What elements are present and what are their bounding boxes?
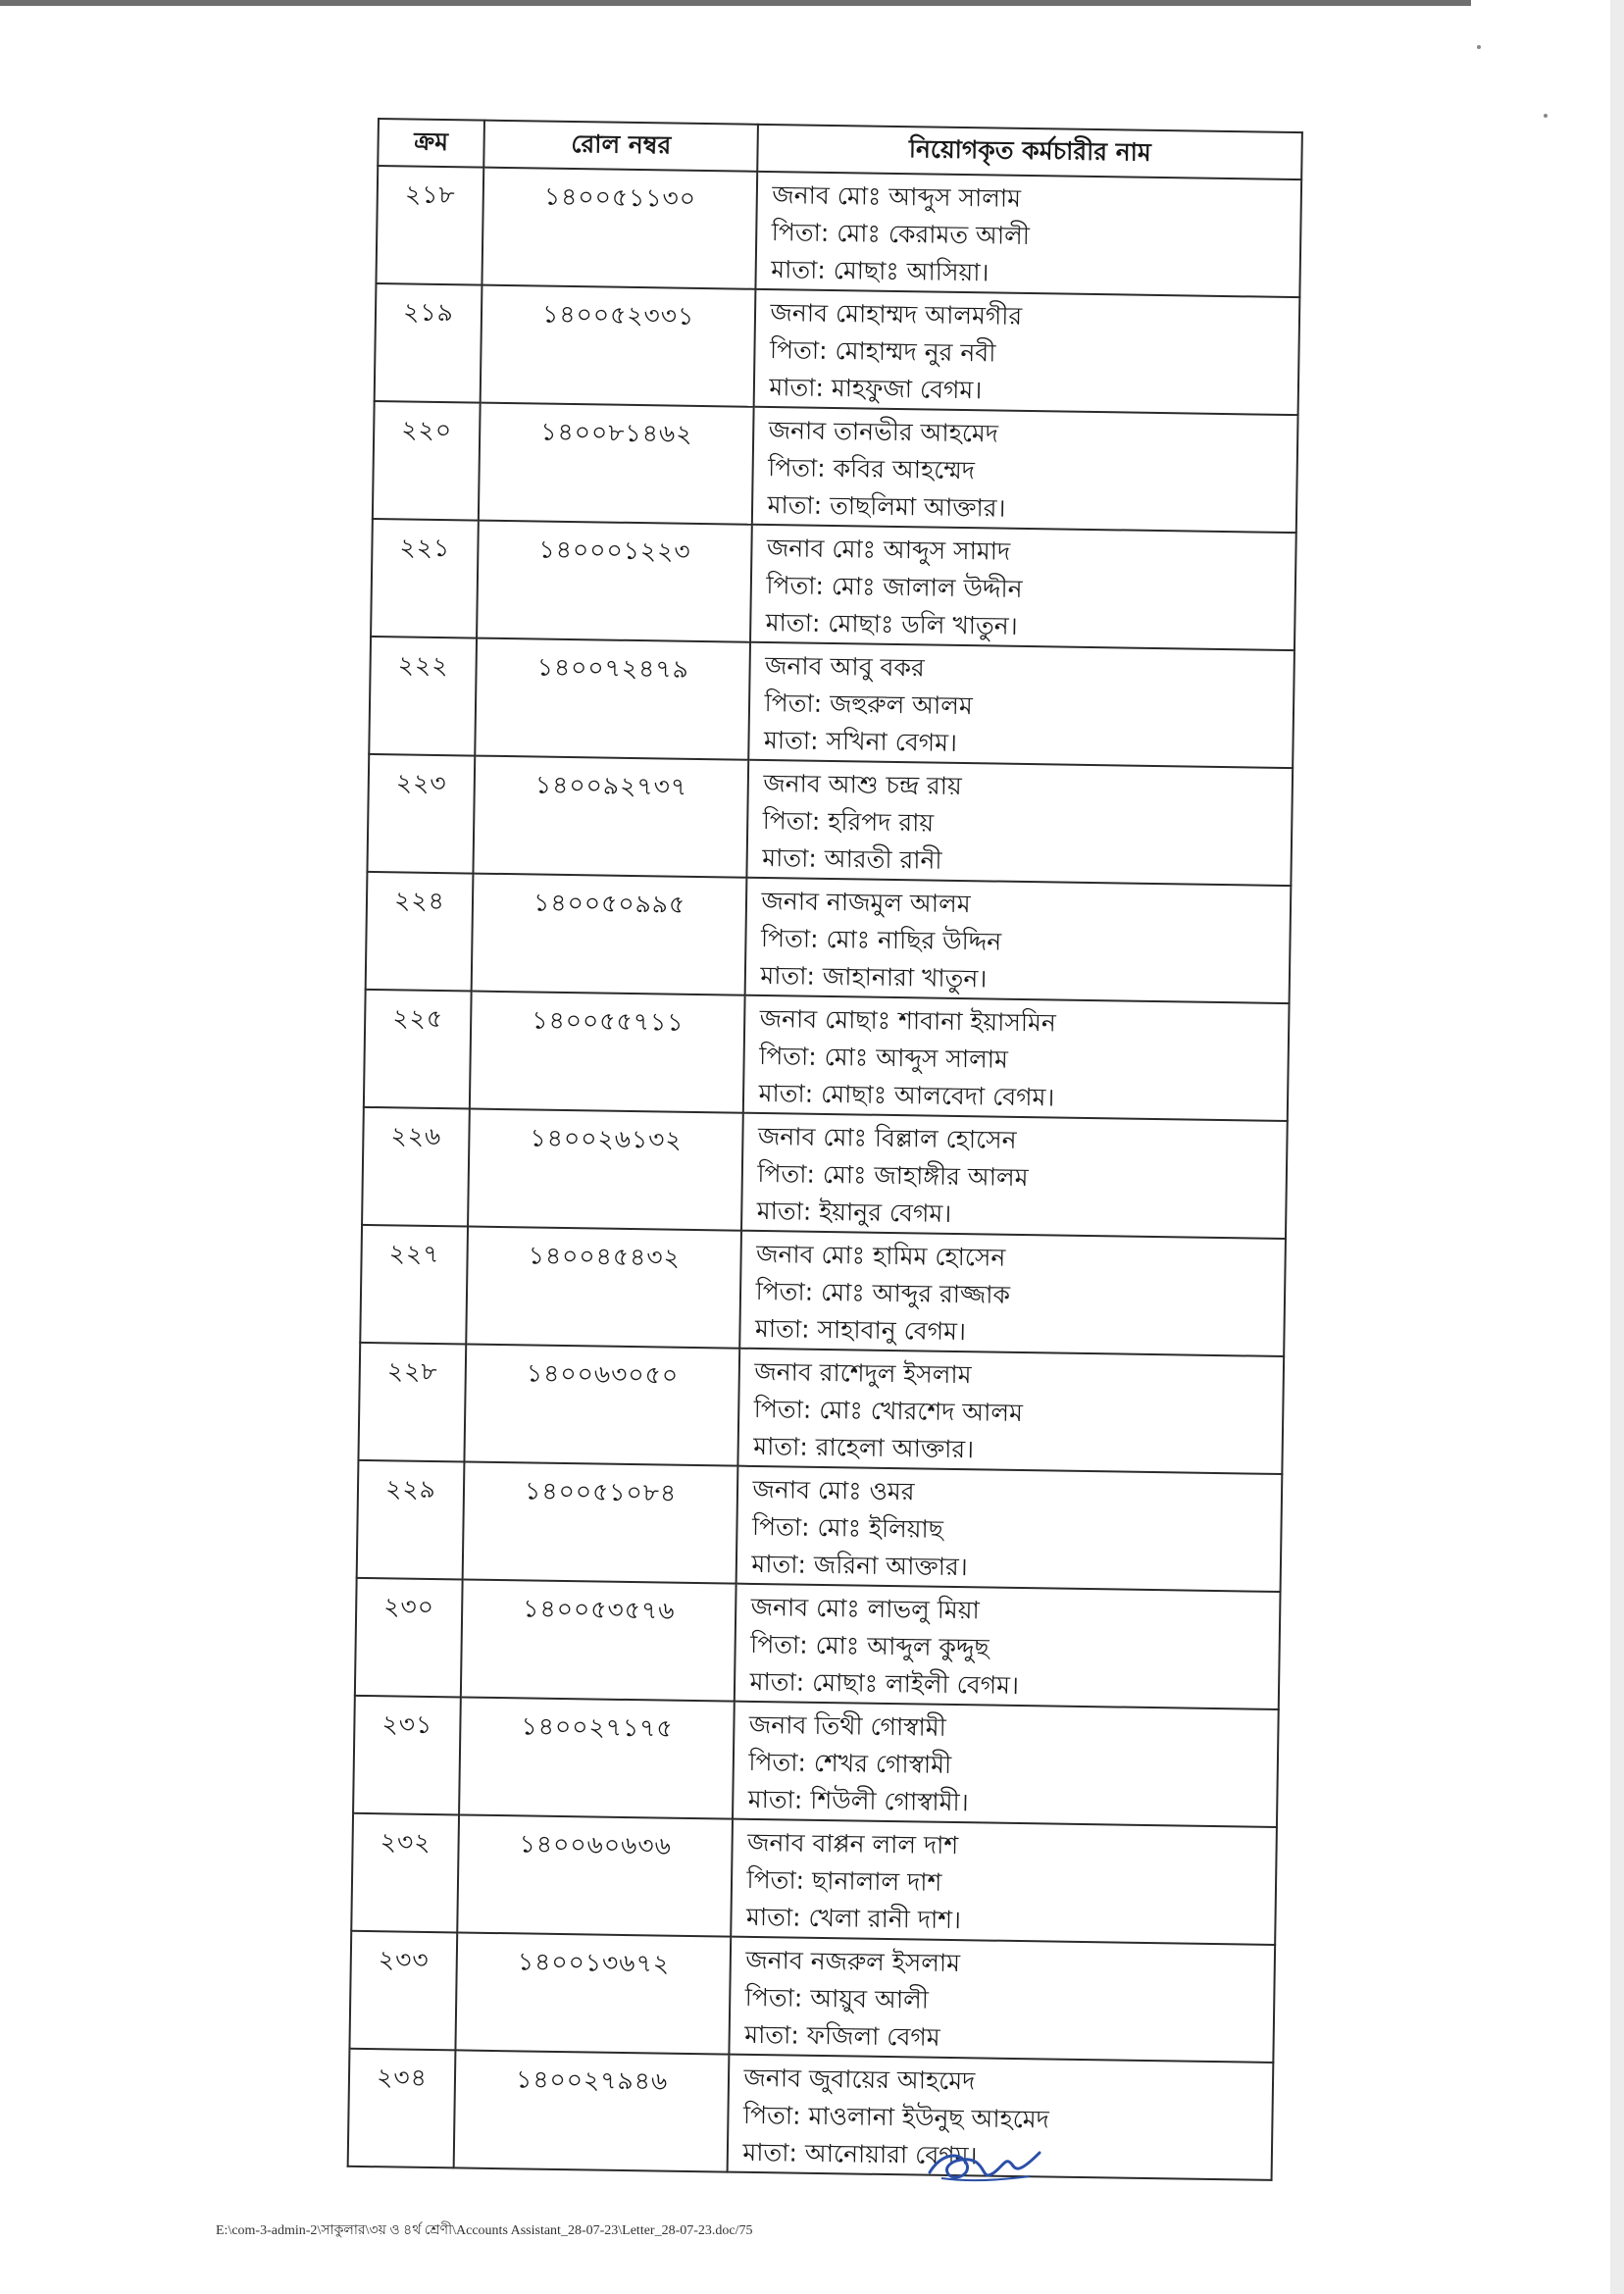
- employee-name: জনাব জুবায়ের আহমেদ: [743, 2063, 976, 2096]
- serial-cell: [353, 1696, 461, 1815]
- serial-cell: [348, 2049, 456, 2168]
- serial-number: ২৩৩: [378, 1945, 430, 1975]
- table-row: [371, 519, 1296, 650]
- roll-number: ১৪০০৬৩০৫০: [526, 1358, 680, 1390]
- serial-number: ২২৬: [390, 1121, 442, 1151]
- employee-name: জনাব তিথী গোস্বামী: [748, 1709, 947, 1742]
- serial-number: ২৩৪: [376, 2063, 429, 2092]
- table-row: [355, 1578, 1281, 1709]
- mother-name: মাতা: শিউলী গোস্বামী।: [747, 1784, 969, 1817]
- table-body: [348, 166, 1302, 2180]
- table-row: [358, 1343, 1284, 1474]
- father-name: পিতা: মোঃ খোরশেদ আলম: [753, 1394, 1024, 1428]
- serial-cell: [376, 166, 483, 285]
- header-serial: ক্রম: [378, 119, 484, 168]
- roll-number: ১৪০০২৬১৩২: [530, 1123, 683, 1154]
- name-cell: [738, 1349, 1284, 1474]
- father-name: পিতা: মোঃ জালাল উদ্দীন: [766, 571, 1023, 603]
- father-name: পিতা: শেখর গোস্বামী: [748, 1747, 952, 1779]
- table-row: [376, 166, 1301, 297]
- serial-number: ২৩০: [383, 1592, 435, 1622]
- serial-cell: [351, 1813, 459, 1933]
- roll-cell: [479, 403, 754, 525]
- name-cell: [752, 407, 1297, 533]
- father-name: পিতা: মোহাম্মদ নুর নবী: [769, 335, 996, 368]
- name-cell: [745, 878, 1291, 1003]
- roll-cell: [455, 1932, 731, 2054]
- roll-number: ১৪০০৫০৯৯৫: [533, 888, 686, 919]
- name-cell: [747, 760, 1293, 886]
- employee-table: [347, 118, 1303, 2181]
- serial-number: ২১৮: [404, 179, 456, 210]
- roll-cell: [454, 2050, 730, 2171]
- mother-name: মাতা: মাহফুজা বেগম।: [769, 373, 983, 405]
- table-row: [348, 2049, 1274, 2180]
- roll-number: ১৪০০৯২৭৩৭: [534, 770, 688, 801]
- father-name: পিতা: মোঃ কেরামত আলী: [771, 218, 1031, 250]
- roll-number: ১৪০০১৩৬৭২: [517, 1947, 671, 1978]
- employee-name: জনাব নাজমুল আলম: [761, 886, 971, 919]
- name-cell: [736, 1466, 1282, 1592]
- mother-name: মাতা: মোছাঃ লাইলী বেগম।: [749, 1666, 1020, 1700]
- employee-name: জনাব রাশেদুল ইসলাম: [754, 1356, 972, 1390]
- serial-number: ২১৯: [402, 297, 455, 328]
- serial-number: ২২৪: [393, 886, 446, 916]
- table-row: [349, 1931, 1275, 2063]
- serial-number: ২২২: [397, 650, 449, 681]
- roll-number: ১৪০০৪৫৪৩২: [528, 1241, 682, 1272]
- table-row: [369, 637, 1294, 768]
- serial-cell: [357, 1460, 465, 1580]
- serial-number: ২৩১: [381, 1709, 433, 1740]
- mother-name: মাতা: জাহানারা খাতুন।: [760, 960, 988, 994]
- employee-name: জনাব মোঃ বিল্লাল হোসেন: [757, 1121, 1017, 1154]
- employee-name: জনাব বাপ্পন লাল দাশ: [746, 1827, 959, 1861]
- roll-cell: [463, 1461, 738, 1583]
- father-name: পিতা: মোঃ নাছির উদ্দিন: [760, 923, 1002, 956]
- father-name: পিতা: ছানালাল দাশ: [746, 1864, 942, 1897]
- roll-number: ১৪০০৫১১৩০: [543, 181, 697, 213]
- father-name: পিতা: মোঃ আব্দুল কুদ্দুছ: [749, 1629, 990, 1662]
- serial-number: ২২৩: [395, 768, 447, 798]
- roll-number: ১৪০০৮১৪৬২: [540, 417, 693, 448]
- employee-name: জনাব মোঃ লাভলু মিয়া: [750, 1592, 980, 1625]
- employee-name: জনাব মোঃ আব্দুস সালাম: [772, 180, 1022, 213]
- mother-name: মাতা: জরিনা আক্তার।: [751, 1549, 968, 1582]
- roll-cell: [461, 1579, 736, 1701]
- father-name: পিতা: মোঃ আব্দুস সালাম: [758, 1041, 1009, 1074]
- table-row: [353, 1696, 1279, 1827]
- mother-name: মাতা: রাহেলা আক্তার।: [752, 1431, 975, 1464]
- mother-name: মাতা: খেলা রানী দাশ।: [745, 1902, 962, 1935]
- header-name: নিয়োগকৃত কর্মচারীর নাম: [758, 125, 1302, 179]
- roll-cell: [468, 1109, 743, 1231]
- father-name: পিতা: মোঃ জাহাঙ্গীর আলম: [757, 1158, 1029, 1193]
- mother-name: মাতা: মোছাঃ আলবেদা বেগম।: [758, 1078, 1055, 1112]
- name-cell: [735, 1584, 1280, 1709]
- table-row: [357, 1460, 1283, 1592]
- name-cell: [743, 995, 1289, 1121]
- employee-name: জনাব তানভীর আহমেদ: [768, 416, 999, 448]
- roll-cell: [466, 1227, 741, 1349]
- mother-name: মাতা: মোছাঃ আসিয়া।: [770, 255, 990, 287]
- table-row: [362, 1107, 1288, 1239]
- mother-name: মাতা: সাহাবানু বেগম।: [754, 1313, 967, 1347]
- father-name: পিতা: জহুরুল আলম: [764, 688, 974, 721]
- mother-name: মাতা: আরতী রানী: [761, 842, 942, 875]
- serial-cell: [360, 1225, 468, 1345]
- mother-name: মাতা: তাছলিমা আক্তার।: [767, 490, 1006, 523]
- roll-cell: [473, 756, 748, 878]
- table-row: [366, 872, 1292, 1003]
- signature-mark: [922, 2143, 1049, 2188]
- name-cell: [732, 1819, 1277, 1945]
- roll-cell: [459, 1697, 735, 1818]
- father-name: পিতা: মোঃ আব্দুর রাজ্জাক: [755, 1276, 1011, 1309]
- roll-cell: [475, 638, 750, 760]
- employee-name: জনাব মোছাঃ শাবানা ইয়াসমিন: [759, 1003, 1057, 1038]
- name-cell: [751, 525, 1296, 650]
- roll-number: ১৪০০৫১০৮৪: [524, 1476, 678, 1507]
- scan-right-edge: [1610, 0, 1624, 2294]
- employee-name: জনাব আবু বকর: [764, 650, 925, 683]
- footer-file-path: E:\com-3-admin-2\সাকুলার\৩য় ও ৪র্থ শ্রেণী\Accounts Assistant_28-07-23\Letter_28-07-23.doc/75: [216, 2223, 753, 2238]
- mother-name: মাতা: মোছাঃ ডলি খাতুন।: [765, 608, 1018, 640]
- serial-cell: [366, 872, 474, 992]
- header-roll: রোল নম্বর: [483, 121, 758, 172]
- employee-name: জনাব মোহাম্মদ আলমগীর: [770, 298, 1023, 331]
- father-name: পিতা: কবির আহম্মেদ: [767, 453, 976, 485]
- roll-cell: [457, 1814, 733, 1936]
- roll-number: ১৪০০০১২২৩: [538, 535, 691, 566]
- mother-name: মাতা: আনোয়ারা বেগম।: [742, 2137, 978, 2170]
- serial-number: ২২১: [399, 533, 451, 563]
- serial-number: ২২৮: [386, 1356, 438, 1387]
- roll-cell: [481, 285, 756, 407]
- employee-name: জনাব আশু চন্দ্র রায়: [763, 768, 962, 801]
- roll-cell: [470, 992, 745, 1113]
- serial-cell: [362, 1107, 470, 1227]
- serial-number: ২২৯: [384, 1474, 437, 1504]
- name-cell: [733, 1702, 1278, 1827]
- roll-cell: [482, 168, 757, 289]
- table-row: [360, 1225, 1286, 1356]
- name-cell: [754, 289, 1299, 415]
- father-name: পিতা: মোঃ ইলিয়াছ: [751, 1511, 944, 1544]
- table-row: [375, 283, 1300, 415]
- serial-number: ২২০: [401, 415, 453, 445]
- mother-name: মাতা: ফজিলা বেগম: [743, 2019, 940, 2052]
- roll-number: ১৪০০২৭১৭৫: [521, 1711, 674, 1743]
- roll-number: ১৪০০৫২৩৩১: [541, 299, 695, 331]
- table-row: [364, 990, 1290, 1121]
- serial-cell: [367, 754, 475, 874]
- serial-cell: [355, 1578, 463, 1698]
- serial-cell: [375, 283, 482, 403]
- roll-number: ১৪০০৬০৬৩৬: [519, 1829, 673, 1861]
- serial-cell: [371, 519, 479, 638]
- name-cell: [756, 172, 1301, 297]
- table-row: [351, 1813, 1277, 1945]
- roll-number: ১৪০০২৭৯৪৬: [515, 2065, 669, 2096]
- roll-number: ১৪০০৭২৪৭৯: [536, 652, 690, 684]
- scan-speck: [1477, 45, 1481, 49]
- employee-name: জনাব মোঃ হামিম হোসেন: [755, 1239, 1006, 1272]
- scan-speck: [1544, 114, 1548, 118]
- serial-number: ২২৫: [392, 1003, 444, 1034]
- name-cell: [740, 1231, 1286, 1356]
- roll-cell: [464, 1344, 739, 1465]
- father-name: পিতা: হরিপদ রায়: [762, 805, 935, 838]
- serial-cell: [364, 990, 472, 1109]
- serial-number: ২২৭: [388, 1239, 440, 1269]
- father-name: পিতা: মাওলানা ইউনুছ আহমেদ: [742, 2100, 1050, 2134]
- table-row: [367, 754, 1293, 886]
- table-row: [373, 401, 1298, 533]
- name-cell: [749, 642, 1294, 768]
- mother-name: মাতা: সখিনা বেগম।: [763, 725, 958, 757]
- name-cell: [741, 1113, 1287, 1239]
- name-cell: [730, 1937, 1275, 2063]
- scan-top-edge: [0, 0, 1471, 6]
- serial-cell: [358, 1343, 466, 1462]
- roll-cell: [477, 521, 752, 642]
- roll-cell: [472, 874, 747, 995]
- roll-number: ১৪০০৫৩৫৭৬: [523, 1594, 676, 1625]
- serial-cell: [349, 1931, 457, 2051]
- serial-cell: [373, 401, 481, 521]
- serial-cell: [369, 637, 477, 756]
- employee-name: জনাব মোঃ ওমর: [752, 1474, 915, 1506]
- employee-name: জনাব মোঃ আব্দুস সামাদ: [766, 534, 1011, 566]
- employee-name: জনাব নজরুল ইসলাম: [745, 1945, 961, 1978]
- roll-number: ১৪০০৫৫৭১১: [532, 1005, 685, 1037]
- mother-name: মাতা: ইয়ানুর বেগম।: [756, 1196, 952, 1228]
- father-name: পিতা: আয়ুব আলী: [744, 1982, 930, 2014]
- serial-number: ২৩২: [380, 1827, 431, 1858]
